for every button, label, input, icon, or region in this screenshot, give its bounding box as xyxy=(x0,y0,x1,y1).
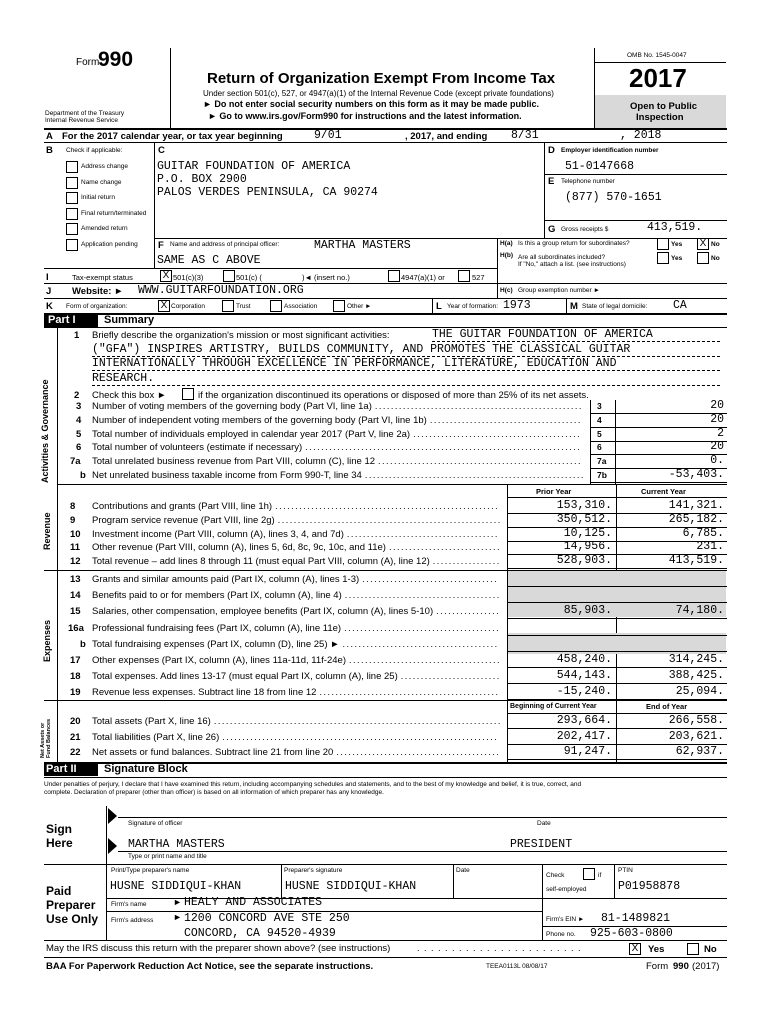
ha-text: Is this a group return for subordinates? xyxy=(518,240,630,247)
applicable-checkbox[interactable] xyxy=(66,192,78,204)
line-value[interactable]: -53,403. xyxy=(668,468,724,481)
firm-ein[interactable]: 81-1489821 xyxy=(601,912,671,925)
line-k-text: Form of organization: xyxy=(66,303,128,310)
applicable-label: Application pending xyxy=(81,240,138,248)
line-l-label: L xyxy=(436,301,442,312)
dot-leader: ..................................................................... xyxy=(305,442,582,453)
prior-year-value[interactable]: 91,247. xyxy=(563,745,612,758)
org-corporation-label: Corporation xyxy=(171,303,205,310)
sign-label: Sign xyxy=(46,822,72,836)
preparer-ptin[interactable]: P01958878 xyxy=(618,880,681,893)
dept-line-2: Internal Revenue Service xyxy=(45,117,118,124)
line-number: 20 xyxy=(70,716,81,727)
line-description: Net unrelated business taxable income from Form 990-T, line 34 xyxy=(92,470,362,481)
firm-address-label: Firm's address xyxy=(111,917,154,924)
status-4947-checkbox[interactable] xyxy=(388,270,400,282)
omb-number: OMB No. 1545-0047 xyxy=(627,52,687,59)
discuss-yes-label: Yes xyxy=(648,944,665,955)
box-c-label: C xyxy=(158,145,165,156)
baa-notice: BAA For Paperwork Reduction Act Notice, see the separate instructions. xyxy=(46,961,374,972)
line-description: Salaries, other compensation, employee benefits (Part IX, column (A), lines 5-10) xyxy=(92,606,434,618)
line-box-number: 7b xyxy=(597,470,607,480)
line-k-label: K xyxy=(46,301,53,312)
dot-leader: ....................................... xyxy=(344,590,501,601)
line-a-label: A xyxy=(46,131,53,142)
tax-year-end-year: , 2018 xyxy=(620,129,662,142)
box-b-label: B xyxy=(46,145,53,156)
dot-leader: ....................................... xyxy=(344,622,501,633)
line-j-label: J xyxy=(46,286,52,297)
ha-no-checkbox[interactable]: X xyxy=(697,238,709,250)
ha-yes-checkbox[interactable] xyxy=(657,238,669,250)
dot-leader: ....................................................... xyxy=(364,470,585,480)
signature-officer-label: Signature of officer xyxy=(128,820,183,827)
sign-arrow-icon xyxy=(108,808,117,824)
ha-yes-label: Yes xyxy=(671,241,683,248)
line-a-text: For the 2017 calendar year, or tax year beginning xyxy=(62,131,283,142)
line-description: Other expenses (Part IX, column (A), lines 11a-11d, 11f-24e) xyxy=(92,655,346,666)
officer-title[interactable]: PRESIDENT xyxy=(510,838,573,851)
firm-address-arrow-icon: ► xyxy=(173,912,182,922)
line-value[interactable]: 20 xyxy=(710,412,724,426)
principal-officer[interactable]: MARTHA MASTERS xyxy=(314,239,411,252)
col-end-year: End of Year xyxy=(646,702,688,711)
discontinued-checkbox[interactable] xyxy=(182,388,194,400)
org-trust-checkbox[interactable] xyxy=(222,300,234,312)
current-year-value[interactable]: 265,182. xyxy=(668,512,724,526)
line-description: Total number of individuals employed in calendar year 2017 (Part V, line 2a) xyxy=(92,428,411,440)
line-l-text: Year of formation: xyxy=(447,303,499,310)
line-description: Number of voting members of the governing body (Part VI, line 1a) xyxy=(92,401,372,412)
status-527-label: 527 xyxy=(472,273,485,282)
current-year-value[interactable]: 25,094. xyxy=(675,685,724,699)
current-year-value[interactable]: 203,621. xyxy=(668,729,724,743)
hb-text: Are all subordinates included? xyxy=(518,254,606,261)
line-number: 10 xyxy=(70,528,81,540)
applicable-label: Address change xyxy=(81,163,128,170)
line-description: Total unrelated business revenue from Part VIII, column (C), line 12 xyxy=(92,456,376,468)
discuss-yes-checkbox[interactable]: X xyxy=(629,943,641,955)
dot-leader: .......................................... xyxy=(413,428,582,439)
footer-form-year: (2017) xyxy=(692,961,720,972)
preparer-date-header: Date xyxy=(456,867,470,874)
org-other-label: Other ► xyxy=(347,303,372,310)
line-box-number: 5 xyxy=(597,428,602,439)
applicable-checkbox[interactable] xyxy=(66,239,78,251)
applicable-checkbox[interactable] xyxy=(66,161,78,173)
line-number: 17 xyxy=(70,655,81,666)
name-title-label: Type or print name and title xyxy=(128,853,207,860)
part-2-title: Signature Block xyxy=(104,763,188,775)
firm-phone[interactable]: 925-603-0800 xyxy=(590,927,673,940)
box-b-title: Check if applicable: xyxy=(66,147,123,154)
box-d-title: Employer identification number xyxy=(561,147,659,154)
form-word: Form xyxy=(76,57,100,68)
line-description: Investment income (Part VIII, column (A), lines 3, 4, and 7d) xyxy=(92,528,344,540)
dot-leader: ............................................. xyxy=(319,687,500,698)
line-value[interactable]: 2 xyxy=(717,426,724,440)
footer-form-number: 990 xyxy=(673,961,689,972)
hb-note: If "No," attach a list. (see instructions) xyxy=(518,261,626,268)
box-e-title: Telephone number xyxy=(561,178,615,185)
line-number: 11 xyxy=(70,542,81,554)
mission-line-2[interactable]: ("GFA") INSPIRES ARTISTRY, BUILDS COMMUNITY, AND PROMOTES THE CLASSICAL GUITAR xyxy=(92,343,720,357)
prior-year-value[interactable]: 202,417. xyxy=(556,729,612,743)
check-label: Check xyxy=(546,872,565,879)
line-1-number: 1 xyxy=(74,330,80,341)
footer-form-word: Form xyxy=(646,961,669,972)
prior-year-value[interactable]: 153,310. xyxy=(556,499,612,512)
self-employed-label: self-employed xyxy=(546,886,587,893)
ein-value[interactable]: 51-0147668 xyxy=(565,160,635,173)
legal-domicile[interactable]: CA xyxy=(673,299,687,312)
line-number: 22 xyxy=(70,747,81,758)
status-501c3-label: 501(c)(3) xyxy=(173,273,204,282)
line-number: 14 xyxy=(70,590,81,602)
applicable-label: Name change xyxy=(81,178,122,186)
prior-year-value[interactable]: 10,125. xyxy=(563,526,612,540)
part-1-tag: Part I xyxy=(48,314,76,326)
perjury-statement-1: Under penalties of perjury, I declare that I have examined this return, including accompanying schedules and statements, and to the best of my knowledge and belief, it is true, correct, and xyxy=(44,781,582,788)
signature-line[interactable] xyxy=(118,817,536,818)
status-501c-insert: )◄ (insert no.) xyxy=(302,273,350,282)
mission-line-4[interactable]: RESEARCH. xyxy=(92,372,720,386)
officer-address[interactable]: SAME AS C ABOVE xyxy=(157,254,261,267)
line-description: Grants and similar amounts paid (Part IX, column (A), lines 1-3) xyxy=(92,574,360,585)
dept-line-1: Department of the Treasury xyxy=(45,110,125,117)
hb-no-checkbox[interactable] xyxy=(697,252,709,264)
line-value[interactable]: 20 xyxy=(710,399,724,412)
line-description: Total number of volunteers (estimate if necessary) xyxy=(92,442,303,454)
box-f-title: Name and address of principal officer: xyxy=(170,241,280,248)
line-2-text-b: if the organization discontinued its operations or disposed of more than 25% of its net assets. xyxy=(198,390,589,401)
applicable-label: Amended return xyxy=(81,225,128,232)
org-address-1[interactable]: P.O. BOX 2900 xyxy=(157,173,247,186)
hc-label: H(c) xyxy=(500,287,513,294)
line-j-text: Website: ► xyxy=(72,286,124,297)
dot-leader: ......................... xyxy=(400,671,501,682)
applicable-checkbox[interactable] xyxy=(66,208,78,220)
dot-leader: . . . . . . . . . . . . . . . . . . . . . . . . xyxy=(417,943,582,953)
discuss-no-checkbox[interactable] xyxy=(687,943,699,955)
dot-leader: ....................................... xyxy=(342,638,499,649)
status-501c-label: 501(c) ( xyxy=(236,273,262,282)
tax-year: 2017 xyxy=(629,63,687,93)
col-prior-year: Prior Year xyxy=(536,487,572,496)
part-1-title: Summary xyxy=(104,314,155,326)
line-number: 7a xyxy=(70,456,81,468)
line-description: Benefits paid to or for members (Part IX, column (A), line 4) xyxy=(92,590,342,602)
prior-year-value[interactable]: 350,512. xyxy=(556,512,612,526)
prior-year-value[interactable]: 85,903. xyxy=(563,604,612,618)
website-url[interactable]: WWW.GUITARFOUNDATION.ORG xyxy=(138,284,304,297)
open-inspection-2: Inspection xyxy=(636,112,684,123)
applicable-checkbox[interactable] xyxy=(66,177,78,189)
col-current-year: Current Year xyxy=(641,487,686,496)
name-arrow-icon xyxy=(108,838,117,854)
line-number: 4 xyxy=(76,414,82,426)
firm-address-1[interactable]: 1200 CONCORD AVE STE 250 xyxy=(184,912,350,925)
line-description: Contributions and grants (Part VIII, line 1h) xyxy=(92,501,273,512)
hc-text: Group exemption number ► xyxy=(518,287,600,294)
line-i-text: Tax-exempt status xyxy=(72,273,133,282)
dot-leader: ................ xyxy=(436,606,501,617)
line-m-text: State of legal domicile: xyxy=(582,303,648,310)
status-4947-label: 4947(a)(1) or xyxy=(401,273,445,282)
line-value[interactable]: 0. xyxy=(710,454,724,468)
discuss-no-label: No xyxy=(704,944,717,955)
firm-name-label: Firm's name xyxy=(111,901,147,908)
prior-year-value[interactable]: 14,956. xyxy=(563,540,612,554)
line-description: Net assets or fund balances. Subtract line 21 from line 20 xyxy=(92,747,334,758)
org-corporation-checkbox[interactable]: X xyxy=(158,300,170,312)
dot-leader: .................................. xyxy=(362,574,499,584)
dot-leader: ........................................................................ xyxy=(213,716,502,726)
line-box-number: 7a xyxy=(597,456,607,467)
mission-line-3[interactable]: INTERNATIONALLY THROUGH EXCELLENCE IN PERFORMANCE, LITERATURE, EDUCATION AND xyxy=(92,357,720,371)
phone-value[interactable]: (877) 570-1651 xyxy=(565,191,662,204)
mission-line-1[interactable]: THE GUITAR FOUNDATION OF AMERICA xyxy=(432,328,720,342)
dot-leader: ........................................................ xyxy=(277,514,502,525)
box-g-label: G xyxy=(548,224,556,235)
tax-year-end[interactable]: 8/31 xyxy=(511,129,539,142)
col-beginning-year: Beginning of Current Year xyxy=(510,703,597,710)
line-description: Total assets (Part X, line 16) xyxy=(92,716,211,727)
line-number: 6 xyxy=(76,442,82,454)
line-description: Number of independent voting members of the governing body (Part VI, line 1b) xyxy=(92,414,427,426)
dot-leader: ...................................... xyxy=(346,528,499,539)
current-year-value[interactable]: 74,180. xyxy=(675,604,724,618)
line-description: Professional fundraising fees (Part IX, column (A), line 11e) xyxy=(92,622,342,634)
hb-yes-label: Yes xyxy=(671,255,683,262)
prior-year-value[interactable]: 544,143. xyxy=(556,669,612,683)
preparer-side-3: Use Only xyxy=(46,912,99,926)
here-label: Here xyxy=(46,836,73,850)
gross-receipts[interactable]: 413,519. xyxy=(647,221,703,234)
firm-name-arrow-icon: ► xyxy=(173,897,182,907)
status-501c3-checkbox[interactable]: X xyxy=(160,270,172,282)
tax-year-begin[interactable]: 9/01 xyxy=(314,129,342,142)
status-501c-checkbox[interactable] xyxy=(223,270,235,282)
preparer-side-2: Preparer xyxy=(46,898,96,912)
current-year-value[interactable]: 388,425. xyxy=(668,669,724,683)
preparer-sig-header: Preparer's signature xyxy=(284,867,343,874)
officer-name[interactable]: MARTHA MASTERS xyxy=(128,838,225,851)
prior-year-value[interactable]: 458,240. xyxy=(556,653,612,666)
hb-yes-checkbox[interactable] xyxy=(657,252,669,264)
dot-leader: .................................................... xyxy=(374,401,583,411)
preparer-name[interactable]: HUSNE SIDDIQUI-KHAN xyxy=(110,880,242,893)
line-number: 15 xyxy=(70,606,81,618)
line-box-number: 6 xyxy=(597,442,602,453)
dot-leader: ..................................................................... xyxy=(222,731,499,742)
form-subtitle-3: ► Go to www.irs.gov/Form990 for instructions and the latest information. xyxy=(208,111,522,121)
ha-no-label: No xyxy=(711,241,720,248)
line-description: Total expenses. Add lines 13-17 (must equal Part IX, column (A), line 25) xyxy=(92,671,398,683)
open-inspection-1: Open to Public xyxy=(630,101,698,112)
form-subtitle-1: Under section 501(c), 527, or 4947(a)(1) of the Internal Revenue Code (except private foundations) xyxy=(203,89,554,98)
line-box-number: 4 xyxy=(597,414,602,425)
ptin-header: PTIN xyxy=(618,867,633,874)
form-number: 990 xyxy=(98,48,134,71)
form-code: TEEA0113L 08/08/17 xyxy=(486,963,548,970)
dot-leader: ................. xyxy=(432,556,501,567)
hb-no-label: No xyxy=(711,255,720,262)
box-g-title: Gross receipts $ xyxy=(561,226,609,233)
line-1-text: Briefly describe the organization's mission or most significant activities: xyxy=(92,330,390,341)
box-e-label: E xyxy=(548,176,555,187)
box-d-label: D xyxy=(548,145,555,156)
org-name[interactable]: GUITAR FOUNDATION OF AMERICA xyxy=(157,160,351,173)
line-description: Program service revenue (Part VIII, line 2g) xyxy=(92,514,275,526)
prior-year-value[interactable]: 293,664. xyxy=(556,714,612,727)
line-description: Total fundraising expenses (Part IX, column (D), line 25) ► xyxy=(92,638,340,650)
current-year-value[interactable]: 6,785. xyxy=(682,526,724,540)
signature-date-label: Date xyxy=(537,820,551,827)
prior-year-value[interactable]: 528,903. xyxy=(556,554,612,568)
self-employed-checkbox[interactable] xyxy=(583,868,595,880)
phone-label: Phone no. xyxy=(546,931,576,938)
firm-ein-label: Firm's EIN ► xyxy=(546,916,585,923)
line-m-label: M xyxy=(570,301,578,312)
line-number: 3 xyxy=(76,401,82,412)
firm-name[interactable]: HEALY AND ASSOCIATES xyxy=(184,896,323,909)
line-description: Other revenue (Part VIII, column (A), lines 5, 6d, 8c, 9c, 10c, and 11e) xyxy=(92,542,386,554)
org-trust-label: Trust xyxy=(236,303,251,310)
line-box-number: 3 xyxy=(597,401,602,411)
line-description: Total liabilities (Part X, line 26) xyxy=(92,731,220,743)
line-number: 9 xyxy=(70,514,76,526)
line-number: 12 xyxy=(70,556,81,568)
dot-leader: ...................................... xyxy=(429,414,582,425)
line-2-number: 2 xyxy=(74,390,80,401)
org-association-label: Association xyxy=(284,303,318,310)
line-number: 8 xyxy=(70,501,76,512)
line-number: 18 xyxy=(70,671,81,683)
hb-label: H(b) xyxy=(500,252,513,259)
dot-leader: ...................................... xyxy=(348,655,502,665)
current-year-value[interactable]: 413,519. xyxy=(668,554,724,568)
line-value[interactable]: 20 xyxy=(710,440,724,454)
line-description: Revenue less expenses. Subtract line 18 from line 12 xyxy=(92,687,317,699)
org-address-2[interactable]: PALOS VERDES PENINSULA, CA 90274 xyxy=(157,186,378,199)
line-number: b xyxy=(80,470,86,481)
preparer-side-1: Paid xyxy=(46,884,72,898)
current-year-value[interactable]: 314,245. xyxy=(668,653,724,666)
line-number: 19 xyxy=(70,687,81,699)
line-number: b xyxy=(80,638,86,650)
form-title: Return of Organization Exempt From Income Tax xyxy=(207,70,556,87)
status-527-checkbox[interactable] xyxy=(458,270,470,282)
line-number: 13 xyxy=(70,574,81,585)
current-year-value[interactable]: 141,321. xyxy=(668,499,724,512)
current-year-value[interactable]: 231. xyxy=(696,540,724,554)
firm-address-2[interactable]: CONCORD, CA 94520-4939 xyxy=(184,927,336,940)
org-other-checkbox[interactable] xyxy=(333,300,345,312)
dot-leader: ......................................... xyxy=(336,747,501,757)
line-a-mid: , 2017, and ending xyxy=(405,131,488,142)
org-association-checkbox[interactable] xyxy=(270,300,282,312)
part-2-tag: Part II xyxy=(46,763,77,775)
line-i-label: I xyxy=(46,272,49,283)
line-description: Total revenue – add lines 8 through 11 (must equal Part VIII, column (A), line 12) xyxy=(92,556,430,568)
dot-leader: ........................................................ xyxy=(275,501,500,511)
perjury-statement-2: complete. Declaration of preparer (other than officer) is based on all information of which preparer has any knowledge. xyxy=(44,789,384,796)
check-if-label: if xyxy=(598,872,602,879)
prior-year-value[interactable]: -15,240. xyxy=(556,685,612,699)
irs-discuss-question: May the IRS discuss this return with the preparer shown above? (see instructions) xyxy=(46,943,391,954)
dot-leader: ............................ xyxy=(388,542,501,553)
applicable-label: Initial return xyxy=(81,194,115,201)
ha-label: H(a) xyxy=(500,240,513,247)
current-year-value[interactable]: 62,937. xyxy=(675,745,724,758)
formation-year[interactable]: 1973 xyxy=(503,299,531,312)
applicable-checkbox[interactable] xyxy=(66,223,78,235)
line-number: 16a xyxy=(68,622,84,634)
current-year-value[interactable]: 266,558. xyxy=(668,714,724,727)
applicable-label: Final return/terminated xyxy=(81,209,147,217)
preparer-signature[interactable]: HUSNE SIDDIQUI-KHAN xyxy=(285,880,417,893)
box-f-label: F xyxy=(158,240,164,251)
form-subtitle-2: ► Do not enter social security numbers on this form as it may be made public. xyxy=(203,99,539,109)
line-number: 5 xyxy=(76,428,82,440)
dot-leader: ................................................... xyxy=(378,456,583,467)
preparer-name-header: Print/Type preparer's name xyxy=(111,867,190,874)
line-number: 21 xyxy=(70,731,81,743)
line-2-text-a: Check this box ► xyxy=(92,390,167,401)
